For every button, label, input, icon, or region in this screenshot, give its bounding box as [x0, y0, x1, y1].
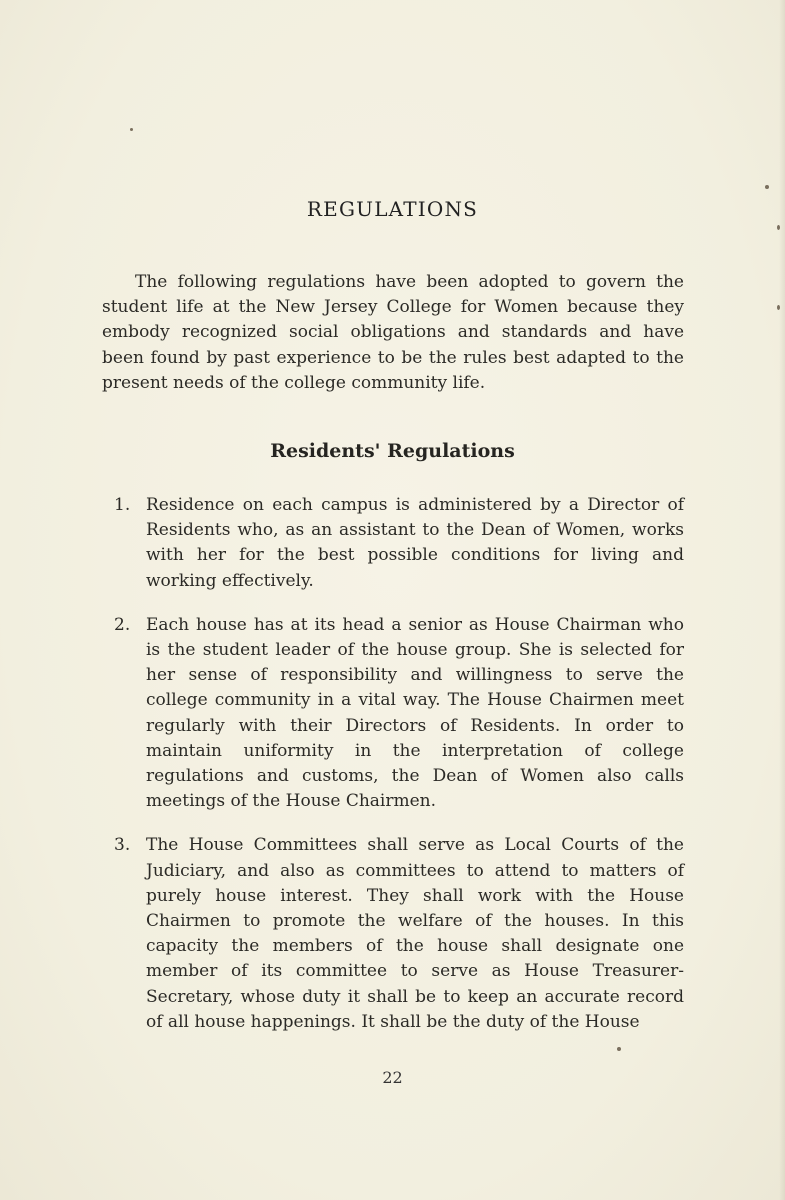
- paper-speck: [777, 225, 780, 230]
- regulation-text: The House Committees shall serve as Local Courts of the Judiciary, and also as committees to attend to matters of purely house interest. They shall work with the House Chairmen to promote the welfare of the houses. In this capacity the members of the house shall designate one member of its committee to serve as House Treasurer-Secretary, whose duty it shall be to keep an accurate record of all house happenings. It shall be the duty of the House: [146, 835, 684, 1032]
- intro-paragraph: The following regulations have been adopted to govern the student life at the New Jersey College for Women because they embody recognized social obligations and standards and have been found by past experience to be the rules best adapted to the present needs of the college community life.: [102, 272, 684, 393]
- page-edge-shadow: [779, 0, 785, 1200]
- paper-speck: [777, 305, 780, 310]
- section-title: Residents' Regulations: [270, 440, 515, 462]
- paper-speck: [765, 185, 769, 189]
- regulation-text: Residence on each campus is administered by a Director of Residents who, as an assistant to the Dean of Women, works with her for the best possible conditions for living and working effectively.: [146, 495, 684, 591]
- regulation-number: 1.: [114, 495, 131, 515]
- regulation-item: [102, 613, 684, 815]
- regulation-item: [102, 493, 684, 594]
- regulation-item: [102, 833, 684, 1035]
- page-title: REGULATIONS: [306, 197, 479, 221]
- page-number: 22: [382, 1068, 403, 1087]
- regulation-text: Each house has at its head a senior as House Chairman who is the student leader of the house group. She is selected for her sense of responsibility and willingness to serve the college community in a vital way. The House Chairmen meet regularly with their Directors of Residents. In order to maintain uniformity in the interpretation of college regulations and customs, the Dean of Women also calls meetings of the House Chairmen.: [146, 614, 684, 812]
- regulations-list: [102, 493, 684, 1054]
- regulation-number: 2.: [114, 614, 131, 635]
- paper-speck: [130, 128, 133, 131]
- regulation-number: 3.: [114, 835, 131, 856]
